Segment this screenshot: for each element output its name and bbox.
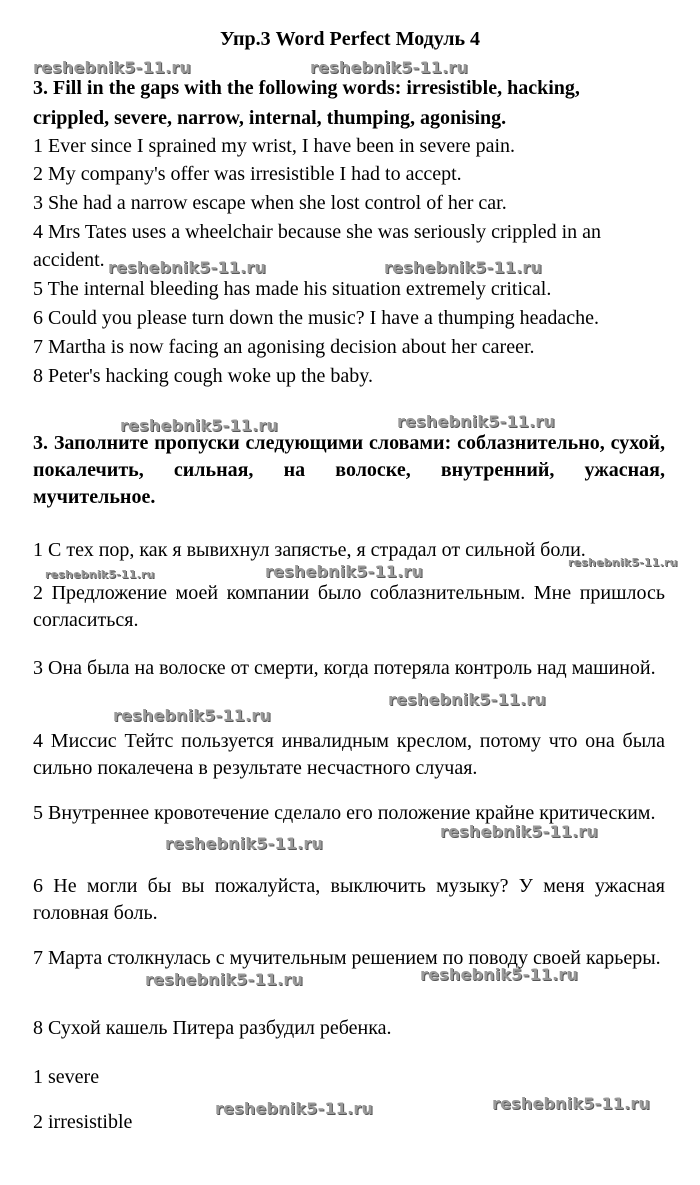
ru-sentence-6: 6 Не могли бы вы пожалуйста, выключить музыку? У меня ужасная головная боль. [33,875,665,924]
en-sentence-1: 1 Ever since I sprained my wrist, I have been in severe pain. [33,135,516,157]
en-sentence-5: 5 The internal bleeding has made his situation extremely critical. [33,278,552,300]
watermark: reshebnik5-11.ru [388,690,547,709]
watermark: reshebnik5-11.ru [384,258,543,277]
en-task-line-2: crippled, severe, narrow, internal, thumping, agonising. [33,107,507,129]
page-title: Упр.3 Word Perfect Модуль 4 [219,28,481,50]
en-sentence-8: 8 Peter's hacking cough woke up the baby. [33,365,373,387]
ru-sentence-3: 3 Она была на волоске от смерти, когда потеряла контроль над машиной. [33,657,656,679]
en-sentence-6: 6 Could you please turn down the music? I have a thumping headache. [33,307,599,329]
en-sentence-7: 7 Martha is now facing an agonising decision about her career. [33,336,535,358]
ru-sentence-2: 2 Предложение моей компании было соблазнительным. Мне пришлось согласиться. [33,582,665,631]
watermark: reshebnik5-11.ru [45,568,155,581]
watermark: reshebnik5-11.ru [397,412,556,431]
en-sentence-4-cont: accident. [33,249,105,271]
watermark: reshebnik5-11.ru [108,258,267,277]
ru-sentence-1: 1 С тех пор, как я вывихнул запястье, я страдал от сильной боли. [33,539,586,561]
en-sentence-2: 2 My company's offer was irresistible I had to accept. [33,163,462,185]
watermark: reshebnik5-11.ru [165,834,324,853]
en-sentence-4: 4 Mrs Tates uses a wheelchair because she was seriously crippled in an [33,221,602,243]
watermark: reshebnik5-11.ru [492,1094,651,1113]
watermark: reshebnik5-11.ru [310,58,469,77]
watermark: reshebnik5-11.ru [420,965,579,984]
watermark: reshebnik5-11.ru [33,58,192,77]
watermark: reshebnik5-11.ru [215,1099,374,1118]
watermark: reshebnik5-11.ru [145,970,304,989]
watermark: reshebnik5-11.ru [568,556,678,569]
ru-task: 3. Заполните пропуски следующими словами: соблазнительно, сухой, покалечить, сильная, на волоске, внутренний, ужасная, мучительное. [33,432,665,508]
answer-2: 2 irresistible [33,1111,133,1133]
ru-sentence-5: 5 Внутреннее кровотечение сделало его положение крайне критическим. [33,802,656,824]
watermark: reshebnik5-11.ru [265,562,424,581]
ru-sentence-7: 7 Марта столкнулась с мучительным решением по поводу своей карьеры. [33,947,661,969]
watermark: reshebnik5-11.ru [113,706,272,725]
watermark: reshebnik5-11.ru [120,416,279,435]
en-task-line-1: 3. Fill in the gaps with the following words: irresistible, hacking, [33,77,580,99]
en-sentence-3: 3 She had a narrow escape when she lost control of her car. [33,192,507,214]
ru-sentence-8: 8 Сухой кашель Питера разбудил ребенка. [33,1017,392,1039]
ru-sentence-4: 4 Миссис Тейтс пользуется инвалидным креслом, потому что она была сильно покалечена в результате несчастного случая. [33,730,665,779]
answer-1: 1 severe [33,1066,100,1088]
watermark: reshebnik5-11.ru [440,822,599,841]
